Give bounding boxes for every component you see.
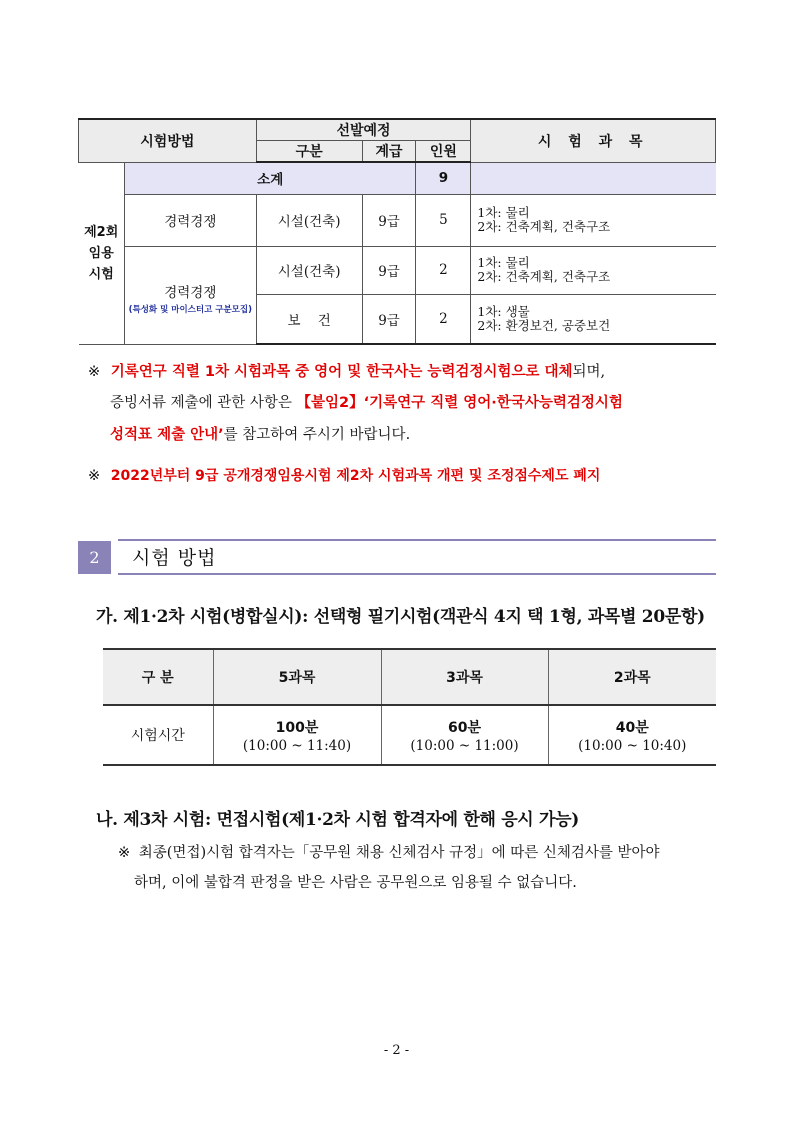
note-3 bbox=[118, 838, 728, 868]
row1-subjects bbox=[471, 194, 716, 246]
t2-time-2: (10:00 ~ 10:40) bbox=[578, 737, 687, 754]
row1-count: 5 bbox=[416, 194, 471, 246]
section-rule-bottom bbox=[118, 573, 716, 575]
row1-subject1: 1차: 물리 bbox=[477, 205, 530, 220]
note-1-line2 bbox=[110, 388, 730, 419]
row3-subjects bbox=[471, 294, 716, 344]
row2-division: 시설(건축) bbox=[256, 246, 362, 294]
row3-count: 2 bbox=[416, 294, 471, 344]
row2-grade: 9급 bbox=[362, 246, 416, 294]
section-title: 시험 방법 bbox=[132, 547, 217, 569]
note-2-mark: ※ bbox=[88, 468, 101, 484]
t2-minutes-3: 60분 bbox=[447, 719, 481, 736]
selection-table bbox=[78, 118, 716, 345]
row2-subjects bbox=[471, 246, 716, 294]
note-3-line2: 하며, 이에 불합격 판정을 받은 사람은 공무원으로 임용될 수 없습니다. bbox=[134, 875, 577, 891]
group-label-line1: 제2회 bbox=[84, 224, 119, 240]
t2-minutes-2: 40분 bbox=[615, 719, 649, 736]
page-number: - 2 - bbox=[383, 1043, 410, 1058]
t2-header-3subjects: 3과목 bbox=[381, 649, 548, 705]
note-1-tail: 되며, bbox=[572, 364, 606, 380]
t2-cell-2subjects bbox=[548, 705, 716, 765]
row1-grade: 9급 bbox=[362, 194, 416, 246]
group-label bbox=[79, 162, 125, 344]
note-1-attachment-ref-cont: 성적표 제출 안내’ bbox=[110, 427, 224, 443]
section-rule-top bbox=[118, 539, 716, 541]
group-label-line3: 시험 bbox=[88, 266, 114, 282]
subtotal-subjects bbox=[471, 162, 716, 194]
merged-method-label: 경력경쟁 bbox=[164, 284, 217, 301]
t2-time-3: (10:00 ~ 11:00) bbox=[410, 737, 519, 754]
note-2-highlight: 2022년부터 9급 공개경쟁임용시험 제2차 시험과목 개편 및 조정점수제도 폐지 bbox=[110, 468, 601, 484]
note-2 bbox=[88, 461, 728, 492]
row2-subject1: 1차: 물리 bbox=[477, 255, 530, 270]
t2-row-label: 시험시간 bbox=[103, 705, 213, 765]
note-1-attachment-ref: 【붙임2】‘기록연구 직렬 영어·한국사능력검정시험 bbox=[296, 395, 623, 411]
header-count: 인원 bbox=[416, 141, 471, 163]
row3-subject2: 2차: 환경보건, 공중보건 bbox=[477, 317, 611, 333]
merged-method bbox=[124, 246, 256, 344]
subtotal-label: 소계 bbox=[124, 162, 416, 194]
note-1-highlight: 기록연구 직렬 1차 시험과목 중 영어 및 한국사는 능력검정시험으로 대체 bbox=[110, 364, 573, 380]
note-1-mark: ※ bbox=[88, 364, 101, 380]
group-label-line2: 임용 bbox=[88, 245, 114, 261]
subsection-a-heading: 가. 제1·2차 시험(병합실시): 선택형 필기시험(객관식 4지 택 1형, 과목별 20문항) bbox=[96, 607, 705, 627]
row3-subject1: 1차: 생물 bbox=[477, 303, 530, 319]
t2-cell-5subjects bbox=[213, 705, 381, 765]
t2-header-5subjects: 5과목 bbox=[213, 649, 381, 705]
t2-header-division: 구 분 bbox=[103, 649, 213, 705]
t2-minutes-5: 100분 bbox=[275, 719, 319, 736]
row1-division: 시설(건축) bbox=[256, 194, 362, 246]
note-3-line1: 최종(면접)시험 합격자는「공무원 채용 신체검사 규정」에 따른 신체검사를 받아야 bbox=[138, 845, 660, 861]
header-method: 시험방법 bbox=[79, 119, 257, 162]
row3-division: 보 건 bbox=[256, 294, 362, 344]
subsection-b-heading: 나. 제3차 시험: 면접시험(제1·2차 시험 합격자에 한해 응시 가능) bbox=[96, 810, 580, 830]
row3-grade: 9급 bbox=[362, 294, 416, 344]
t2-header-2subjects: 2과목 bbox=[548, 649, 716, 705]
note-3-mark: ※ bbox=[118, 845, 131, 861]
note-1-line3-text: 를 참고하여 주시기 바랍니다. bbox=[223, 427, 411, 443]
t2-cell-3subjects bbox=[381, 705, 548, 765]
exam-time-table bbox=[103, 648, 716, 766]
merged-method-note: (특성화 및 마이스터고 구분모집) bbox=[128, 304, 252, 315]
header-selection: 선발예정 bbox=[256, 119, 471, 141]
header-division: 구분 bbox=[256, 141, 362, 163]
header-subjects: 시 험 과 목 bbox=[471, 119, 716, 162]
row2-subject2: 2차: 건축계획, 건축구조 bbox=[477, 269, 611, 284]
row1-subject2: 2차: 건축계획, 건축구조 bbox=[477, 219, 611, 234]
note-1-line2-text: 증빙서류 제출에 관한 사항은 bbox=[110, 395, 297, 411]
header-grade: 계급 bbox=[362, 141, 416, 163]
row2-count: 2 bbox=[416, 246, 471, 294]
section-number: 2 bbox=[78, 541, 111, 574]
t2-time-5: (10:00 ~ 11:40) bbox=[242, 737, 352, 754]
note-1 bbox=[88, 357, 728, 388]
note-1-line3 bbox=[110, 420, 730, 451]
row1-method: 경력경쟁 bbox=[124, 194, 256, 246]
subtotal-value: 9 bbox=[416, 162, 471, 194]
